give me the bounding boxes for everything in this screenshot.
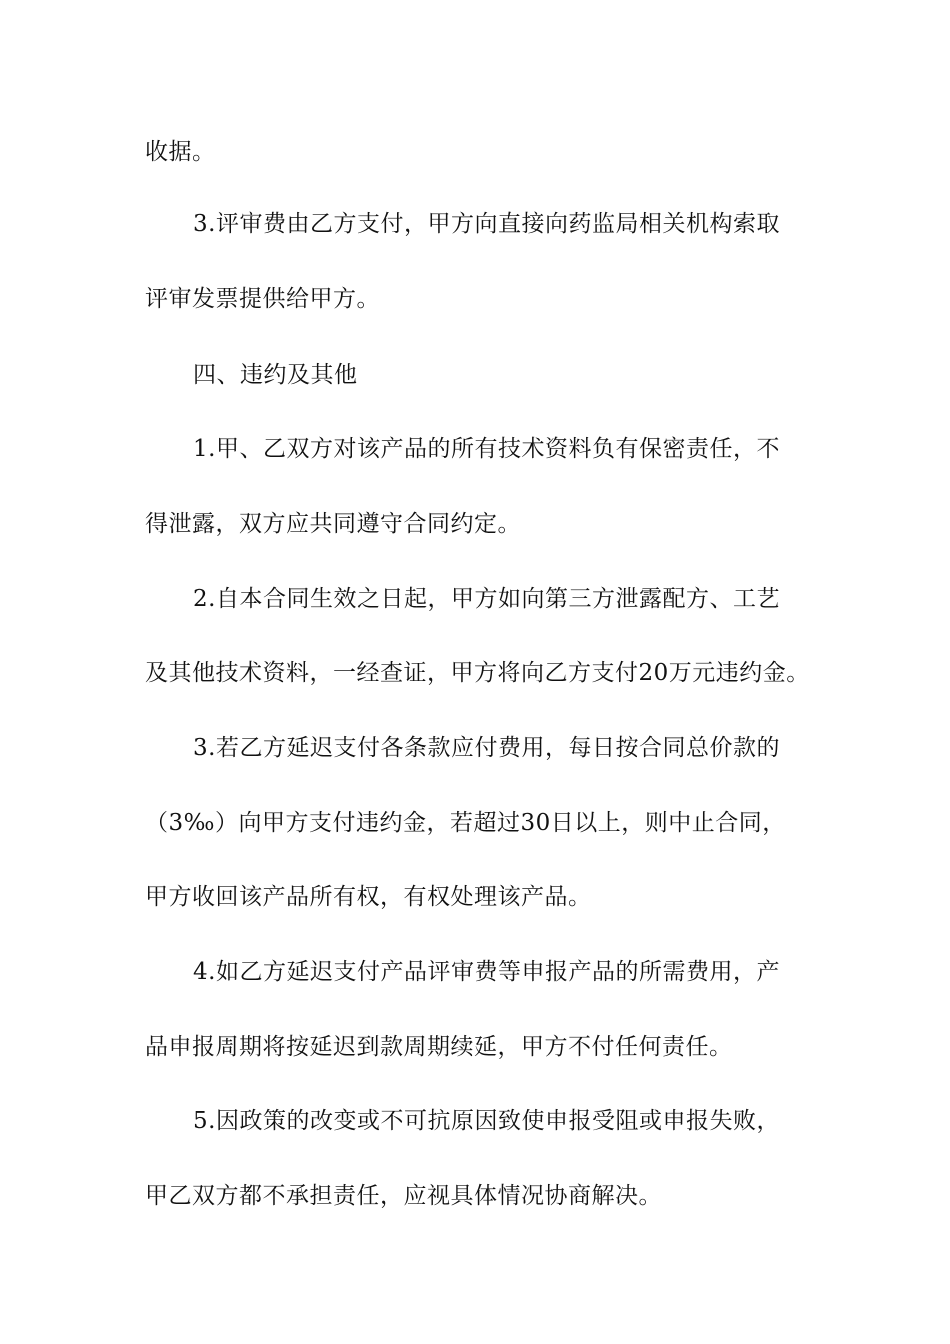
clause-5-line-1: 5.因政策的改变或不可抗原因致使申报受阻或申报失败， — [193, 1108, 780, 1134]
clause-3-fee-line-2: 评审发票提供给甲方。 — [145, 286, 380, 312]
clause-1-line-2: 得泄露，双方应共同遵守合同约定。 — [145, 511, 521, 537]
clause-3-fee-line-1: 3.评审费由乙方支付，甲方向直接向药监局相关机构索取 — [193, 211, 780, 237]
clause-4-line-1: 4.如乙方延迟支付产品评审费等申报产品的所需费用，产 — [193, 959, 780, 985]
clause-5-line-2: 甲乙双方都不承担责任，应视具体情况协商解决。 — [145, 1183, 662, 1209]
clause-4-line-2: 品申报周期将按延迟到款周期续延，甲方不付任何责任。 — [145, 1034, 733, 1060]
clause-2-line-2: 及其他技术资料，一经查证，甲方将向乙方支付20万元违约金。 — [145, 660, 810, 686]
clause-1-line-1: 1.甲、乙双方对该产品的所有技术资料负有保密责任，不 — [193, 436, 780, 462]
text-line: 收据。 — [145, 139, 216, 165]
section-heading: 四、违约及其他 — [193, 362, 358, 388]
clause-3-line-2: （3‰）向甲方支付违约金，若超过30日以上，则中止合同， — [145, 810, 786, 836]
clause-3-line-1: 3.若乙方延迟支付各条款应付费用，每日按合同总价款的 — [193, 735, 780, 761]
clause-3-line-3: 甲方收回该产品所有权，有权处理该产品。 — [145, 884, 592, 910]
clause-2-line-1: 2.自本合同生效之日起，甲方如向第三方泄露配方、工艺 — [193, 586, 780, 612]
